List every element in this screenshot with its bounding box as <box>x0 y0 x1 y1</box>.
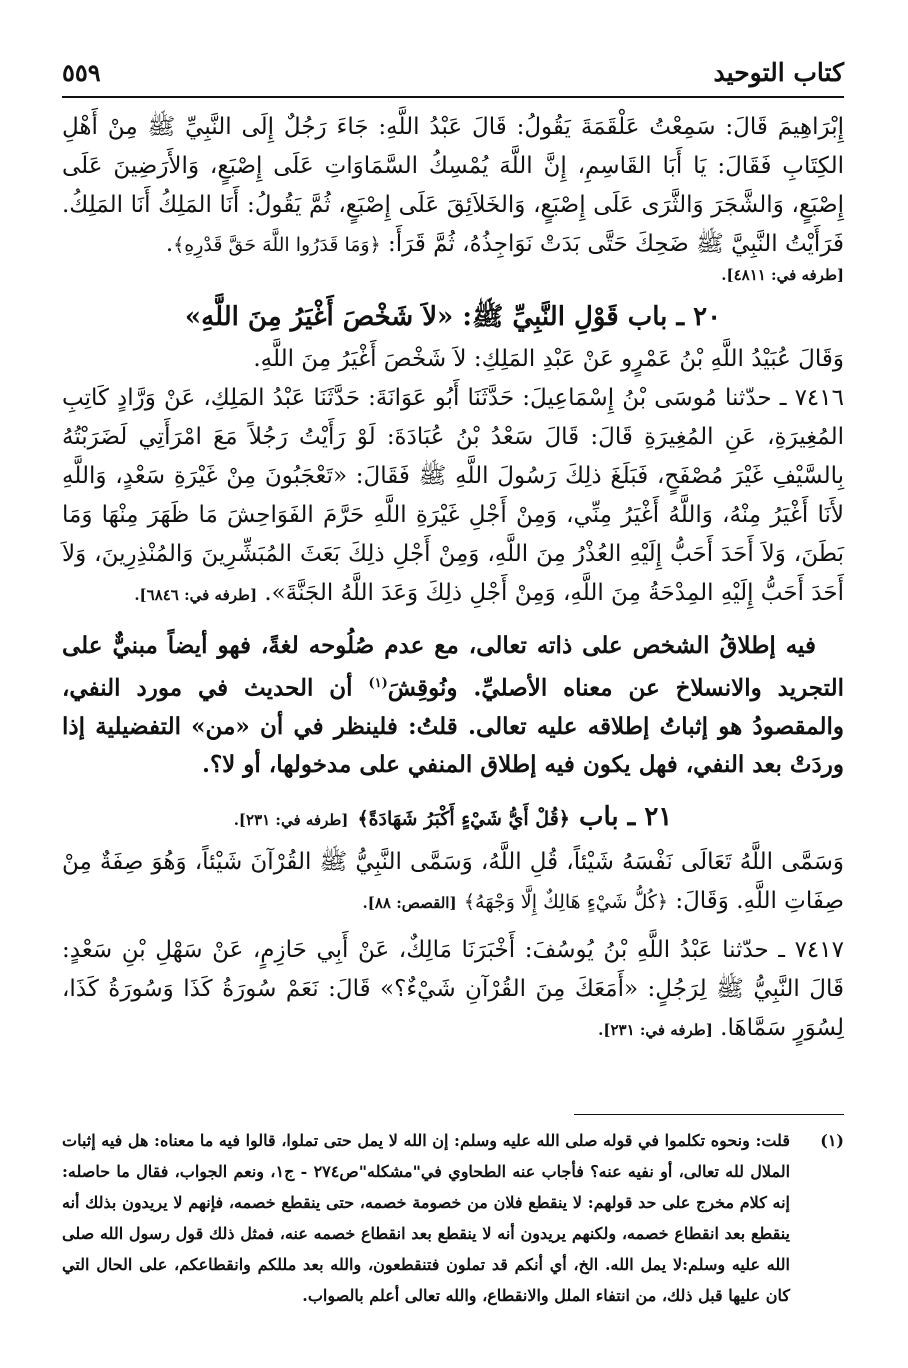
chapter-20-intro: وَقَالَ عُبَيْدُ اللَّهِ بْنُ عَمْرٍو عَنْ عَبْدِ المَلِكِ: لاَ شَخْصَ أَغْيَرُ مِنَ اللَّهِ. <box>253 346 844 372</box>
cross-reference-7415 <box>62 265 844 284</box>
hadith-text: ٧٤١٦ ـ حدّثنا مُوسَى بْنُ إِسْمَاعِيلَ: حَدَّثَنَا أَبُو عَوَانَةَ: حَدَّثَنَا عَبْدُ المَلِكِ، عَنْ وَرَّادٍ كَاتِبِ المُغِيرَةِ، عَنِ المُغِيرَةِ قَالَ: قَالَ سَعْدُ بْنُ عُبَادَةَ: لَوْ رَأَيْتُ رَجُلاً مَعَ امْرَأَتِي لَضَرَبْتُهُ بِالسَّيْفِ غَيْرَ مُصْفَحٍ، فَبَلَغَ ذلِكَ رَسُولَ اللَّهِ ﷺ فَقَالَ: «تَعْجَبُونَ مِنْ غَيْرَةِ سَعْدٍ، وَاللَّهِ لأَنَا أَغْيَرُ مِنْهُ، وَاللَّهُ أَغْيَرُ مِنِّي، وَمِنْ أَجْلِ غَيْرَةِ اللَّهِ حَرَّمَ الفَوَاحِشَ مَا ظَهَرَ مِنْهَا وَمَا بَطَنَ، وَلاَ أَحَدَ أَحَبُّ إِلَيْهِ العُذْرُ مِنَ اللَّهِ، وَمِنْ أَجْلِ ذلِكَ بَعَثَ المُبَشِّرِينَ وَالمُنْذِرِينَ، وَلاَ أَحَدَ أَحَبُّ إِلَيْهِ المِدْحَةُ مِنَ اللَّهِ، وَمِنْ أَجْلِ ذلِكَ وَعَدَ اللَّهُ الجَنَّةَ». <box>62 385 844 606</box>
chapter-21-quran: ﴿قُلْ أَيُّ شَيْءٍ أَكْبَرُ شَهَادَةً﴾ <box>357 807 570 830</box>
header-rule <box>62 96 844 98</box>
intro-text: وَسَمَّى اللَّهُ تَعَالَى نَفْسَهُ شَيْئاً، قُلِ اللَّهُ، وَسَمَّى النَّبِيُّ ﷺ القُرْآنَ شَيْئاً، وَهُوَ صِفَةٌ مِنْ صِفَاتِ اللَّهِ. وَقَالَ: <box>62 848 844 914</box>
hadith-text: إِبْرَاهِيمَ قَالَ: سَمِعْتُ عَلْقَمَةَ يَقُولُ: قَالَ عَبْدُ اللَّهِ: جَاءَ رَجُلٌ إِلَى النَّبِيِّ ﷺ مِنْ أَهْلِ الكِتَابِ فَقَالَ: يَا أَبَا القَاسِمِ، إِنَّ اللَّهَ يُمْسِكُ السَّمَاوَاتِ عَلَى إِصْبَعٍ، وَالأَرَضِينَ عَلَى إِصْبَعٍ، وَالشَّجَرَ وَالثَّرَى عَلَى إِصْبَعٍ، وَالخَلاَئِقَ عَلَى إِصْبَعٍ، ثُمَّ يَقُولُ: أَنَا المَلِكُ أَنَا المَلِكُ. فَرَأَيْتُ النَّبِيَّ ﷺ ضَحِكَ حَتَّى بَدَتْ نَوَاجِذُهُ، ثُمَّ قَرَأَ: <box>62 114 844 257</box>
commentary-paragraph <box>62 627 844 784</box>
chapter-21-title <box>62 798 844 839</box>
hadith-end: . <box>165 231 174 257</box>
hadith-7415-continuation <box>62 108 844 265</box>
cross-reference: [طرفه في: ٤٨١١]. <box>721 266 844 284</box>
main-text <box>62 108 844 1050</box>
commentary-part-1: فيه إطلاقُ الشخص على ذاته تعالى، مع عدم صُلُوحه لغةً، فهو أيضاً مبنيٌّ على التجريد والانسلاخ عن معناه الأصليِّ. ونُوقِشَ <box>62 632 844 702</box>
commentary-part-2: أن الحديث في مورد النفي، والمقصودُ هو إثباتُ إطلاقه عليه تعالى. قلتُ: فلينظر في أن «من» التفضيلية إذا وردَتْ بعد النفي، فهل يكون فيه إطلاق المنفي على مدخولها، أو لا؟. <box>62 674 844 778</box>
footnote-separator <box>574 1114 844 1115</box>
page-number: ٥٥٩ <box>62 58 101 87</box>
page-header <box>62 58 844 94</box>
hadith-7417 <box>62 931 844 1050</box>
intro-ref: [القصص: ٨٨]. <box>362 893 457 912</box>
chapter-20-title: ٢٠ ـ باب قَوْلِ النَّبِيِّ ﷺ: «لاَ شَخْصَ أَغْيَرُ مِنَ اللَّهِ» <box>184 302 722 332</box>
chapter-21-ref: [طرفه في: ٢٣١]. <box>233 810 349 829</box>
footnote-number: (١) <box>820 1130 844 1150</box>
cross-reference: [طرفه في: ٦٨٤٦]. <box>134 586 258 604</box>
footnote-marker: (١) <box>368 676 388 691</box>
book-title: كتاب التوحيد <box>713 58 844 87</box>
footnote <box>62 1125 844 1311</box>
intro-quran: ﴿كُلُّ شَيْءٍ هَالِكٌ إِلَّا وَجْهَهُ﴾ <box>463 890 669 913</box>
chapter-21-label: ٢١ ـ باب <box>578 801 673 832</box>
hadith-7416 <box>62 379 844 615</box>
chapter-21-intro <box>62 843 844 923</box>
quran-quote: ﴿وَمَا قَدَرُوا اللَّهَ حَقَّ قَدْرِهِ﴾ <box>173 234 381 256</box>
hadith-text: ٧٤١٧ ـ حدّثنا عَبْدُ اللَّهِ بْنُ يُوسُفَ: أَخْبَرَنَا مَالِكٌ، عَنْ أَبِي حَازِمٍ، عَنْ سَهْلِ بْنِ سَعْدٍ: قَالَ النَّبِيُّ ﷺ لِرَجُلٍ: «أَمَعَكَ مِنَ القُرْآنِ شَيْءٌ؟» قَالَ: نَعَمْ سُورَةُ كَذَا وَسُورَةُ كَذَا، لِسُوَرٍ سَمَّاهَا. <box>62 936 844 1041</box>
footnote-text: قلت: ونحوه تكلموا في قوله صلى الله عليه وسلم: إن الله لا يمل حتى تملوا، قالوا فيه ما معناه: هل فيه إثبات الملال لله تعالى، أو نفيه عنه؟ فأجاب عنه الطحاوي في"مشكله"ص٢٧٤ - ج١، ونعم الجواب، فقال ما حاصله: إنه كلام مخرج على حد قولهم: لا ينقطع فلان من خصومة خصمه، حتى ينقطع خصمه، فإنهم لا يريدون بذلك أنه ينقطع بعد انقطاع خصمه، ولكنهم يريدون أنه لا ينقطع بعد انقطاع خصمه عنه، فمثل ذلك قول رسول الله صلى الله عليه وسلم:لا يمل الله. الخ، أي أنكم قد تملون فتنقطعون، والله بعد مللكم وانقطاعكم، على الحال التي كان عليها قبل ذلك، من انتفاء الملل والانقطاع، والله تعالى أعلم بالصواب. <box>62 1130 791 1305</box>
cross-reference: [طرفه في: ٢٣١]. <box>598 1020 713 1039</box>
